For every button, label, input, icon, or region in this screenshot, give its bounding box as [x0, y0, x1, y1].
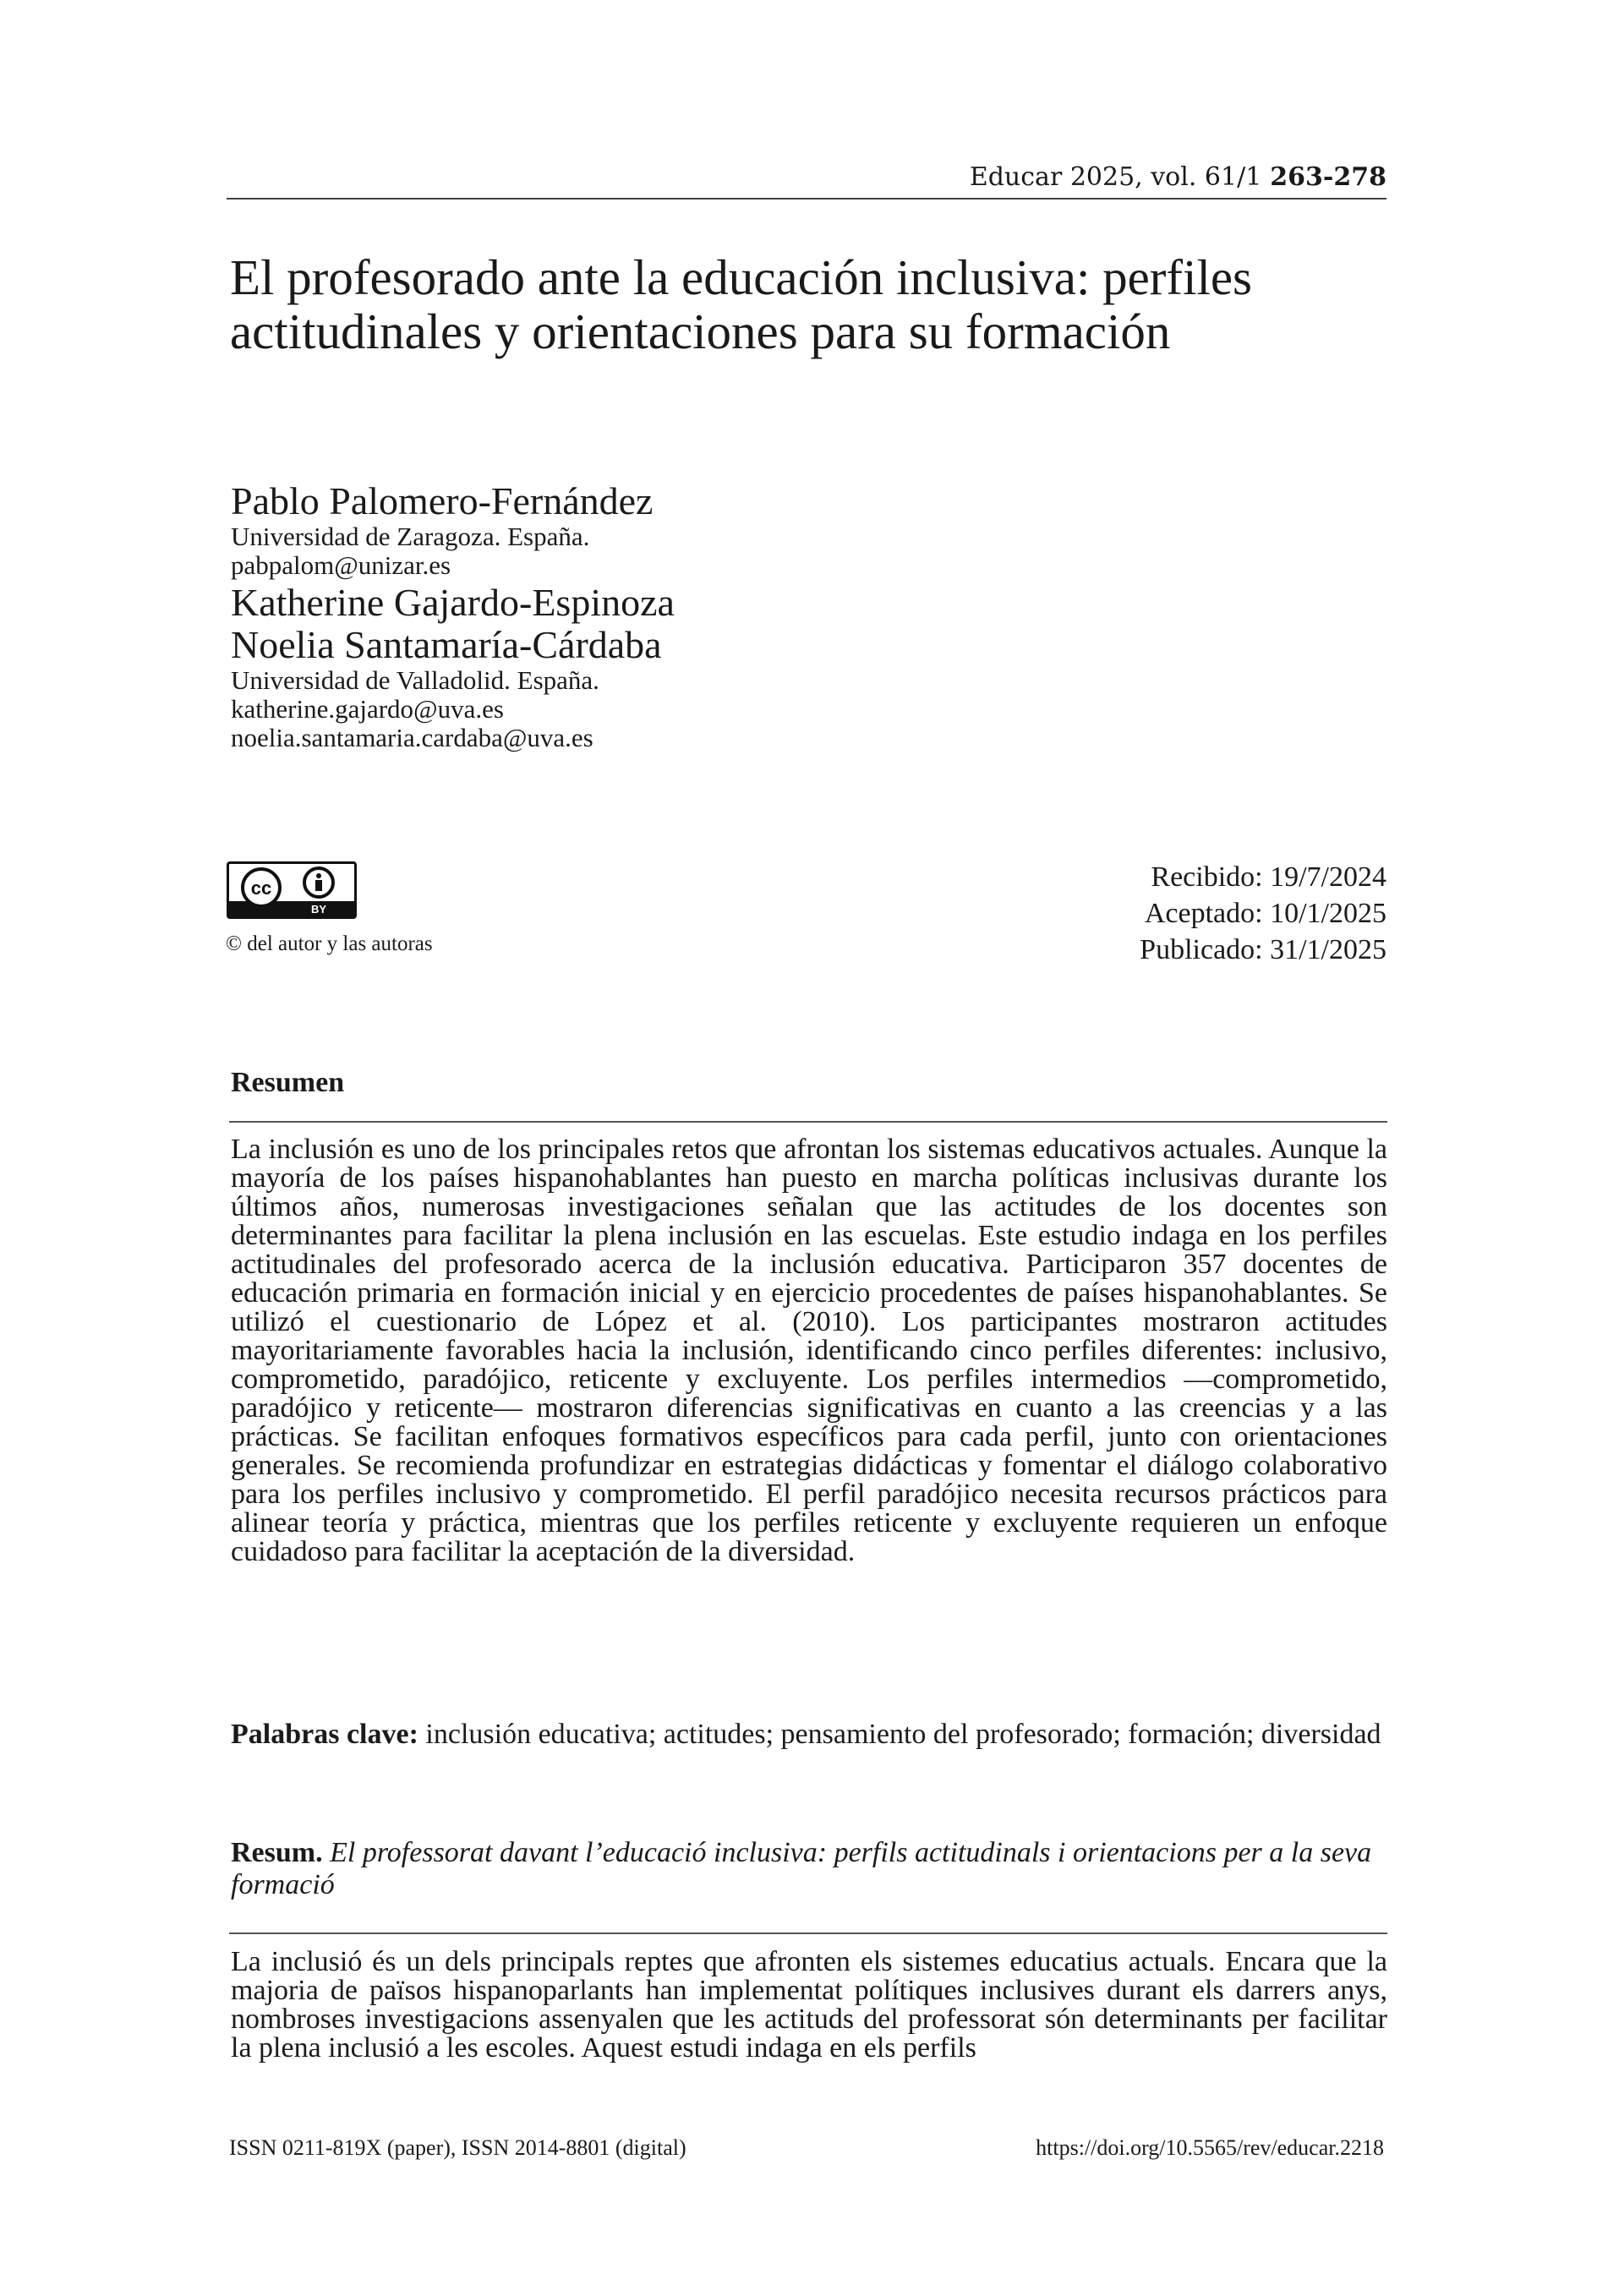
author-email-2[interactable]: katherine.gajardo@uva.es: [231, 694, 504, 724]
running-header: [227, 162, 1386, 200]
resum-text: La inclusió és un dels principals reptes que afronten els sistemes educatius actuals. Encara que la majoria de països hispanoparlants han implementat polítiques inclusives durant els darrers anys, nombroses investigacions assenyalen que les actituds del professorat són determinants per facilitar la plena inclusió a les escoles. Aquest estudi indaga en els perfils: [231, 1946, 1387, 2064]
author-name-1: Pablo Palomero-Fernández: [231, 479, 654, 522]
copyright-notice: © del autor y las autoras: [226, 932, 433, 955]
affiliation-1: Universidad de Zaragoza. España.: [231, 522, 590, 551]
journal-info: Educar 2025, vol. 61/1: [969, 162, 1262, 192]
cc-by-icon: [229, 864, 354, 916]
author-name-2: Katherine Gajardo-Espinoza: [231, 581, 675, 624]
cc-by-label: BY: [310, 903, 327, 916]
resum-title: El professorat davant l’educació inclusiva: perfils actitudinals i orientacions per a la seva formació: [231, 1837, 1372, 1900]
author-name-3: Noelia Santamaría-Cárdaba: [231, 623, 662, 666]
resum-label: Resum.: [231, 1837, 323, 1868]
keywords-list: inclusión educativa; actitudes; pensamiento del profesorado; formación; diversidad: [425, 1719, 1381, 1750]
date-accepted: Aceptado: 10/1/2025: [1144, 898, 1386, 929]
affiliation-2: Universidad de Valladolid. España.: [231, 665, 599, 695]
keywords-paragraph: [231, 1720, 1387, 1749]
resumen-heading: Resumen: [231, 1067, 345, 1098]
resumen-rule: [229, 1121, 1387, 1123]
date-published: Publicado: 31/1/2025: [1140, 934, 1386, 965]
date-received: Recibido: 19/7/2024: [1151, 861, 1386, 893]
svg-text:cc: cc: [250, 877, 272, 899]
page-range: 263-278: [1270, 162, 1386, 192]
author-block: [231, 480, 1245, 752]
author-email-3[interactable]: noelia.santamaria.cardaba@uva.es: [231, 723, 593, 752]
resum-rule: [229, 1932, 1387, 1934]
cc-by-license-badge[interactable]: [227, 861, 357, 919]
article-title: El profesorado ante la educación inclusiva: perfiles actitudinales y orientaciones para su formación: [230, 249, 1253, 359]
footer-doi[interactable]: https://doi.org/10.5565/rev/educar.2218: [1036, 2135, 1384, 2160]
footer-issn: ISSN 0211-819X (paper), ISSN 2014-8801 (digital): [229, 2135, 686, 2160]
resum-heading: [231, 1837, 1387, 1901]
author-email-1[interactable]: pabpalom@unizar.es: [231, 550, 451, 580]
publication-dates: [930, 859, 1386, 968]
keywords-label: Palabras clave:: [231, 1719, 418, 1750]
header-citation: [970, 162, 1386, 192]
resumen-text: La inclusión es uno de los principales retos que afrontan los sistemas educativos actuales. Aunque la mayoría de los países hispanohablantes han puesto en marcha políticas inclusivas durante los últimos años, numerosas investigaciones señalan que las actitudes de los docentes son determinantes para facilitar la plena inclusión en las escuelas. Este estudio indaga en los perfiles actitudinales del profesorado acerca de la inclusión educativa. Participaron 357 docentes de educación primaria en formación inicial y en ejercicio procedentes de países hispanohablantes. Se utilizó el cuestionario de López et al. (2010). Los participantes mostraron actitudes mayoritariamente favorables hacia la inclusión, identificando cinco perfiles diferentes: inclusivo, comprometido, paradójico, reticente y excluyente. Los perfiles intermedios —comprometido, paradójico y reticente— mostraron diferencias significativas en cuanto a las creencias y a las prácticas. Se facilitan enfoques formativos específicos para cada perfil, junto con orientaciones generales. Se recomienda profundizar en estrategias didácticas y fomentar el diálogo colaborativo para los perfiles inclusivo y comprometido. El perfil paradójico necesita recursos prácticos para alinear teoría y práctica, mientras que los perfiles reticente y excluyente requieren un enfoque cuidadoso para facilitar la aceptación de la diversidad.: [231, 1134, 1387, 1567]
